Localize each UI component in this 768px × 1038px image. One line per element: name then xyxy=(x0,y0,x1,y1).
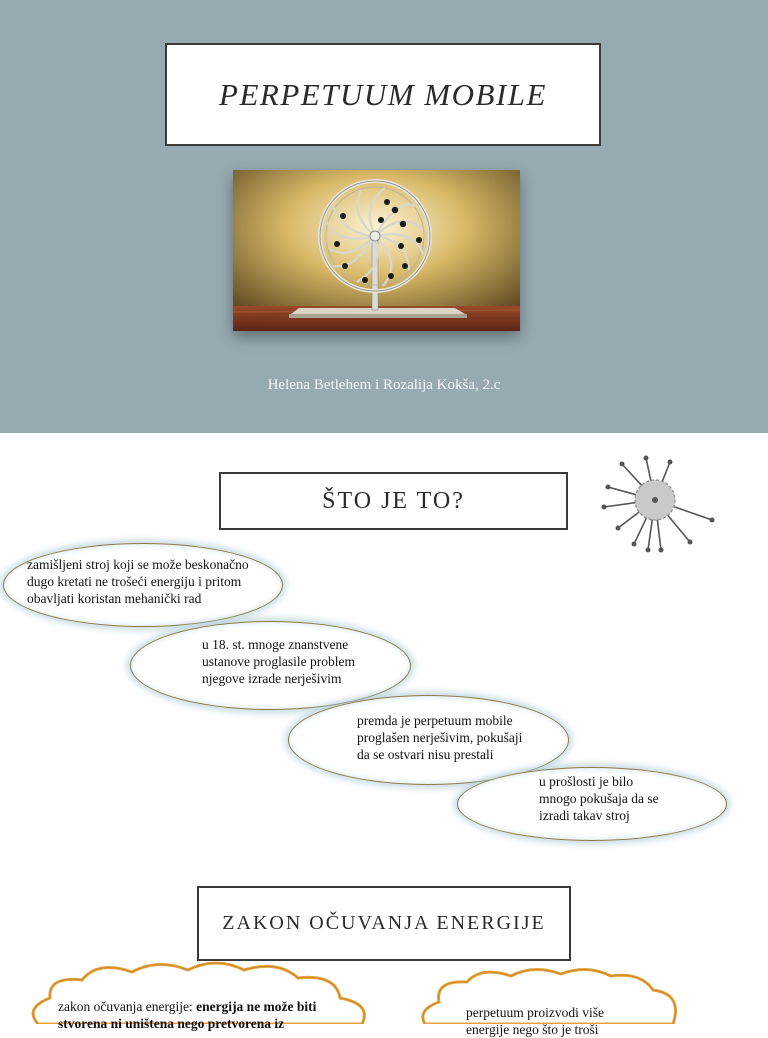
slide-heading-zakon: ZAKON OČUVANJA ENERGIJE xyxy=(222,912,546,934)
info-bubble-4-text: u prošlosti je bilo mnogo pokušaja da se izradi takav stroj xyxy=(539,774,659,823)
slide-authors: Helena Betlehem i Rozalija Kokša, 2.c xyxy=(267,377,501,393)
thought-cloud-2-text: perpetuum proizvodi više energije nego što je troši xyxy=(466,1005,604,1037)
slide-title: PERPETUUM MOBILE xyxy=(219,76,547,112)
thought-cloud-1-text: zakon očuvanja energije: energija ne može biti stvorena ni uništena nego pretvorena iz xyxy=(58,999,317,1031)
info-bubble-3-text: premda je perpetuum mobile proglašen nerješivim, pokušaji da se ostvari nisu prestali xyxy=(357,713,523,762)
gear-mechanism-icon xyxy=(598,452,723,560)
title-box xyxy=(165,43,601,146)
heading-box-zakon xyxy=(197,886,571,961)
slide-heading: ŠTO JE TO? xyxy=(322,487,465,514)
title-slide xyxy=(0,0,768,433)
heading-box-sto-je-to xyxy=(219,472,568,530)
info-bubble-1-text: zamišljeni stroj koji se može beskonačno dugo kretati ne trošeći energiju i pritom obavljati koristan mehanički rad xyxy=(27,557,249,606)
info-bubble-2-text: u 18. st. mnoge znanstvene ustanove proglasile problem njegove izrade nerješivim xyxy=(202,637,355,686)
perpetuum-wheel-photo xyxy=(233,170,520,331)
